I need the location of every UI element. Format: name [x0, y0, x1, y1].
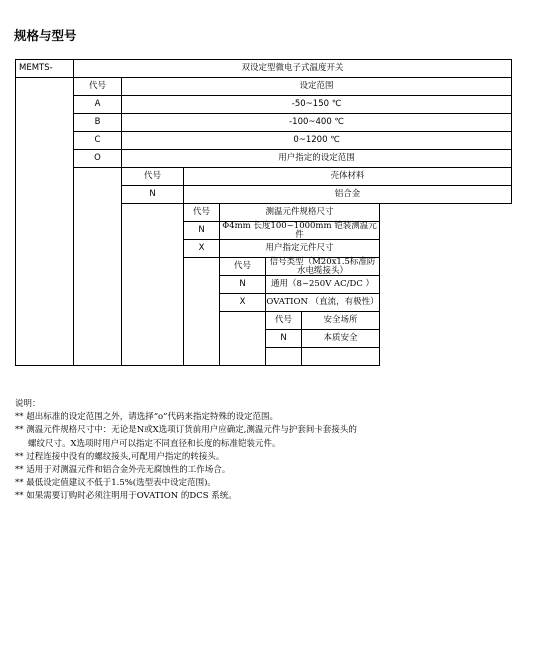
- range-code: C: [74, 132, 122, 150]
- note-item-continuation: 螺纹尺寸。X选项时用户可以指定不同直径和长度的标准铠装元件。: [28, 438, 281, 449]
- range-desc: -100~400 ℃: [122, 114, 512, 132]
- note-item: ** 测温元件规格尺寸中：无论是N或X选项订货前用户应确定,测温元件与护套间卡套接头的: [15, 425, 357, 436]
- note-item: ** 适用于对测温元件和铝合金外壳无腐蚀性的工作场合。: [15, 465, 231, 476]
- element-code: N: [184, 222, 220, 240]
- table-row: [16, 114, 512, 132]
- model-code-cell: MEMTS-: [16, 60, 74, 78]
- housing-desc-header: 壳体材料: [184, 168, 512, 186]
- note-item: ** 超出标准的设定范围之外，请选择“o”代码来指定特殊的设定范围。: [15, 412, 279, 423]
- signal-desc-header: 信号类型（M20x1.5标准防水电缆接头）: [266, 258, 380, 276]
- safety-code-header: 代号: [266, 312, 302, 330]
- table-row: [16, 96, 512, 114]
- note-item: ** 如果需要订购时必须注明用于OVATION 的DCS 系统。: [15, 491, 237, 502]
- signal-code: X: [220, 294, 266, 312]
- note-item: ** 过程连接中没有的螺纹接头,可配用户指定的转接头。: [15, 451, 225, 462]
- product-title-cell: 双设定型微电子式温度开关: [74, 60, 512, 78]
- notes-section: [15, 398, 525, 504]
- housing-desc: 铝合金: [184, 186, 512, 204]
- notes-title: 说明：: [15, 399, 41, 409]
- table-row: [16, 60, 512, 78]
- spacer-cell: [266, 348, 302, 366]
- safety-code: N: [266, 330, 302, 348]
- page-heading: 规格与型号: [14, 28, 77, 43]
- signal-desc: 通用（8~250V AC/DC ）: [266, 276, 380, 294]
- signal-code-header: 代号: [220, 258, 266, 276]
- table-row: [16, 132, 512, 150]
- range-desc-header: 设定范围: [122, 78, 512, 96]
- element-desc-header: 测温元件规格尺寸: [220, 204, 380, 222]
- table-row: [16, 78, 512, 96]
- element-desc: Φ4mm 长度100~1000mm 铠装测温元件: [220, 222, 380, 240]
- range-desc: 用户指定的设定范围: [122, 150, 512, 168]
- spacer-cell: [184, 258, 220, 366]
- range-code: B: [74, 114, 122, 132]
- signal-desc: OVATION （直流，有极性）: [266, 294, 380, 312]
- element-code: X: [184, 240, 220, 258]
- model-selection-table: [15, 59, 512, 366]
- signal-code: N: [220, 276, 266, 294]
- spacer-cell: [74, 168, 122, 366]
- housing-code-header: 代号: [122, 168, 184, 186]
- safety-desc: 本质安全: [302, 330, 380, 348]
- spacer-cell: [16, 78, 74, 366]
- range-desc: -50~150 ℃: [122, 96, 512, 114]
- spacer-cell: [302, 348, 380, 366]
- range-desc: 0~1200 ℃: [122, 132, 512, 150]
- spacer-cell: [122, 204, 184, 366]
- note-item: ** 最低设定值建议不低于1.5%(选型表中设定范围)。: [15, 478, 216, 489]
- range-code-header: 代号: [74, 78, 122, 96]
- table-row: [16, 168, 512, 186]
- range-code: A: [74, 96, 122, 114]
- housing-code: N: [122, 186, 184, 204]
- range-code: O: [74, 150, 122, 168]
- spacer-cell: [220, 312, 266, 366]
- element-desc: 用户指定元件尺寸: [220, 240, 380, 258]
- safety-desc-header: 安全场所: [302, 312, 380, 330]
- element-code-header: 代号: [184, 204, 220, 222]
- table-row: [16, 150, 512, 168]
